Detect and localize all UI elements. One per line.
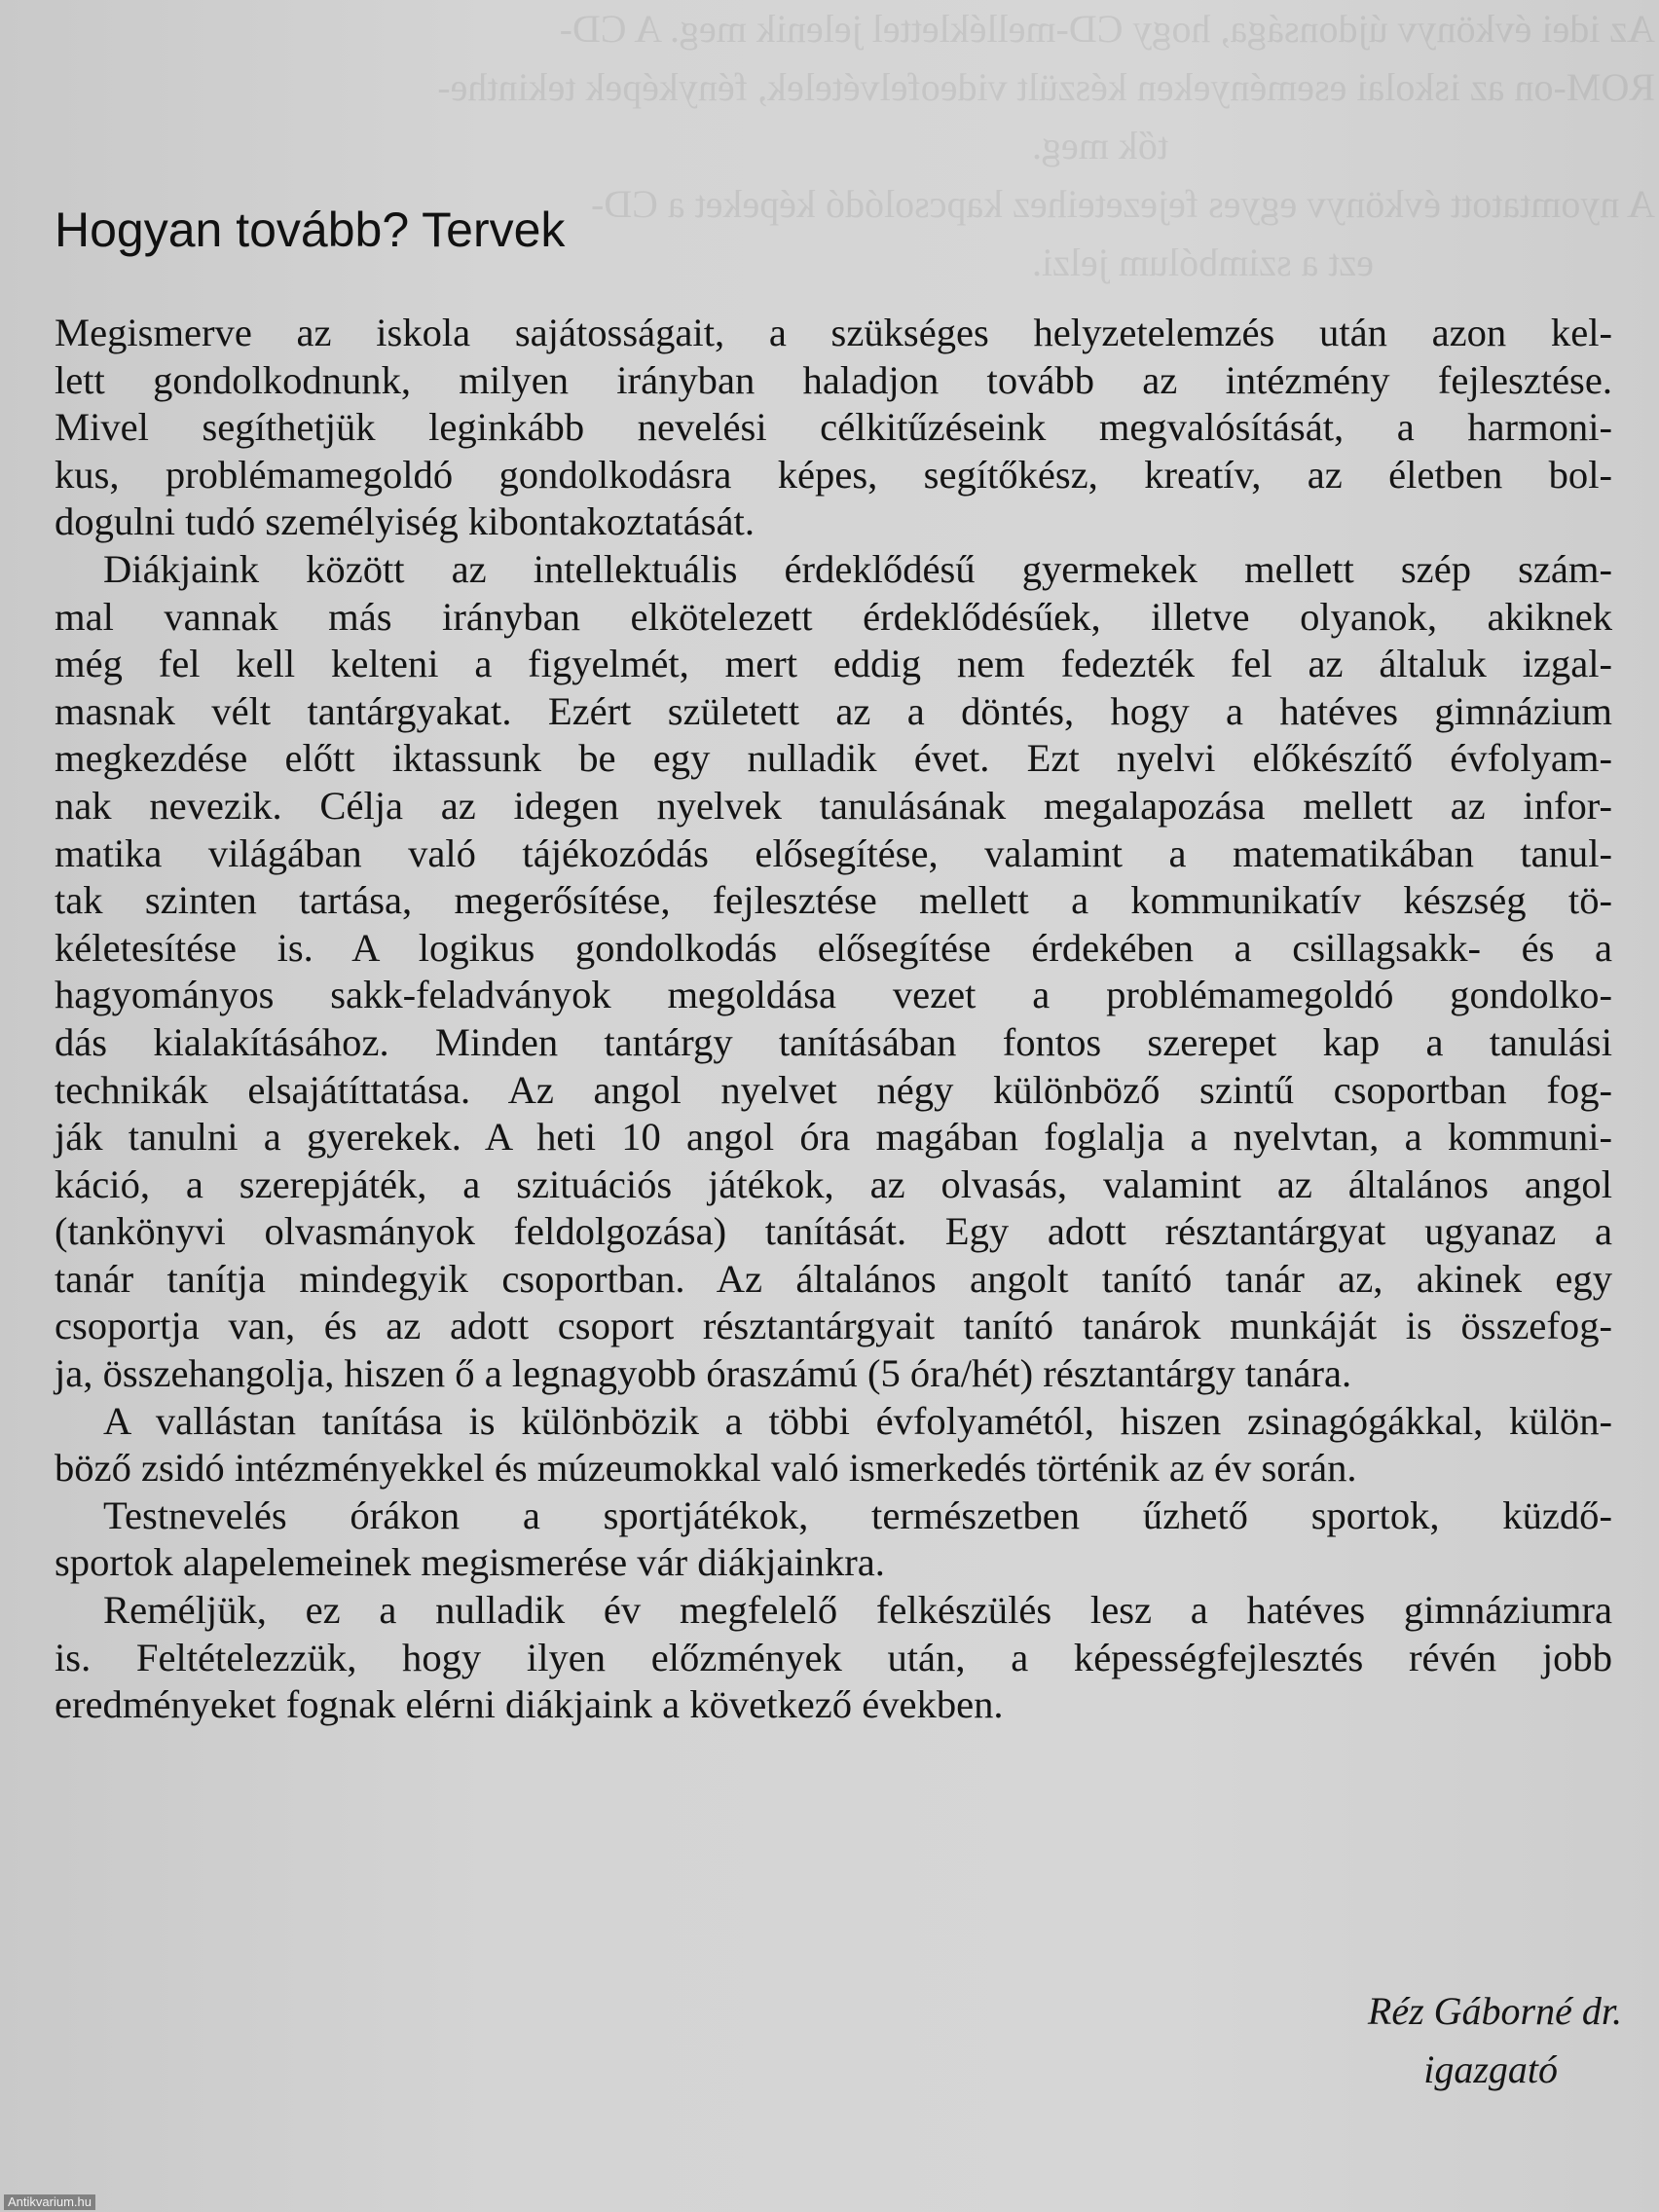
text-line: Diákjaink között az intellektuális érdeklődésű gyermekek mellett szép szám- (103, 546, 1612, 591)
text-line: böző zsidó intézményekkel és múzeumokkal való ismerkedés történik az év során. (55, 1446, 1357, 1491)
bleed-line: A nyomtatott évkönyv egyes fejezeteihez kapcsolódó képeket a CD- (591, 182, 1655, 226)
text-line: Mivel segíthetjük leginkább nevelési célkitűzéseink megvalósítását, a harmoni- (55, 405, 1612, 450)
paragraph-closing (55, 1587, 1612, 1729)
body-text (55, 310, 1612, 1729)
bleed-line: tők meg. (1032, 124, 1168, 167)
page-title: Hogyan tovább? Tervek (55, 203, 566, 257)
text-line: mal vannak más irányban elkötelezett érdeklődésűek, illetve olyanok, akiknek (55, 594, 1612, 639)
bleed-line: ROM-on az iskolai eseményeken készült videofelvételek, fényképek tekinthe- (437, 65, 1655, 109)
text-line: is. Feltételezzük, hogy ilyen előzmények után, a képességfejlesztés révén jobb (55, 1635, 1612, 1679)
text-line: csoportja van, és az adott csoport résztantárgyait tanító tanárok munkáját is összefog- (55, 1304, 1612, 1348)
text-line: Testnevelés órákon a sportjátékok, természetben űzhető sportok, küzdő- (103, 1493, 1612, 1537)
signature-name: Réz Gáborné dr. (1367, 1989, 1622, 2033)
signature-block (1368, 1982, 1622, 2099)
paragraph-intro (55, 310, 1612, 546)
signature-role: igazgató (1423, 2047, 1558, 2091)
text-line: kéletesítése is. A logikus gondolkodás elősegítése érdekében a csillagsakk- és a (55, 925, 1612, 970)
text-line: (tankönyvi olvasmányok feldolgozása) tanítását. Egy adott résztantárgyat ugyanaz a (55, 1209, 1612, 1254)
bleed-through-text (437, 0, 1655, 292)
text-line: technikák elsajátíttatása. Az angol nyelvet négy különböző szintű csoportban fog- (55, 1067, 1612, 1112)
text-line: masnak vélt tantárgyakat. Ezért született az a döntés, hogy a hatéves gimnázium (55, 688, 1612, 733)
text-line: megkezdése előtt iktassunk be egy nulladik évet. Ezt nyelvi előkészítő évfolyam- (55, 736, 1612, 781)
text-line: Reméljük, ez a nulladik év megfelelő felkészülés lesz a hatéves gimnáziumra (103, 1588, 1612, 1633)
text-line: dás kialakításához. Minden tantárgy tanításában fontos szerepet kap a tanulási (55, 1019, 1612, 1064)
text-line: káció, a szerepjáték, a szituációs játékok, az olvasás, valamint az általános angol (55, 1161, 1612, 1206)
text-line: tanár tanítja mindegyik csoportban. Az általános angolt tanító tanár az, akinek egy (55, 1256, 1612, 1301)
text-line: Megismerve az iskola sajátosságait, a szükséges helyzetelemzés után azon kel- (55, 311, 1612, 354)
bleed-line: ezt a szimbólum jelzi. (1032, 240, 1374, 284)
text-line: nak nevezik. Célja az idegen nyelvek tanulásának megalapozása mellett az infor- (55, 783, 1612, 828)
text-line: tak szinten tartása, megerősítése, fejlesztése mellett a kommunikatív készség tö- (55, 878, 1612, 923)
text-line: eredményeket fognak elérni diákjaink a következő években. (55, 1682, 1004, 1727)
text-line: még fel kell kelteni a figyelmét, mert eddig nem fedezték fel az általuk izgal- (55, 642, 1612, 686)
paragraph-students (55, 546, 1612, 1398)
text-line: dogulni tudó személyiség kibontakoztatását. (55, 499, 755, 544)
text-line: kus, problémamegoldó gondolkodásra képes, segítőkész, kreatív, az életben bol- (55, 452, 1612, 497)
text-line: hagyományos sakk-feladványok megoldása vezet a problémamegoldó gondolko- (55, 973, 1612, 1017)
watermark: Antikvarium.hu (4, 2194, 95, 2210)
text-line: ják tanulni a gyerekek. A heti 10 angol óra magában foglalja a nyelvtan, a kommuni- (55, 1115, 1612, 1160)
text-line: lett gondolkodnunk, milyen irányban haladjon tovább az intézmény fejlesztése. (55, 357, 1612, 402)
paragraph-religion (55, 1398, 1612, 1493)
text-line: sportok alapelemeinek megismerése vár diákjainkra. (55, 1540, 885, 1585)
text-line: A vallástan tanítása is különbözik a többi évfolyamétól, hiszen zsinagógákkal, külön- (103, 1398, 1612, 1443)
text-line: matika világában való tájékozódás elősegítése, valamint a matematikában tanul- (55, 830, 1612, 875)
bleed-line: Az idei évkönyv újdonsága, hogy CD-melléklettel jelenik meg. A CD- (559, 7, 1655, 51)
text-line: ja, összehangolja, hiszen ő a legnagyobb óraszámú (5 óra/hét) résztantárgy tanára. (55, 1351, 1352, 1396)
paragraph-sports (55, 1493, 1612, 1587)
